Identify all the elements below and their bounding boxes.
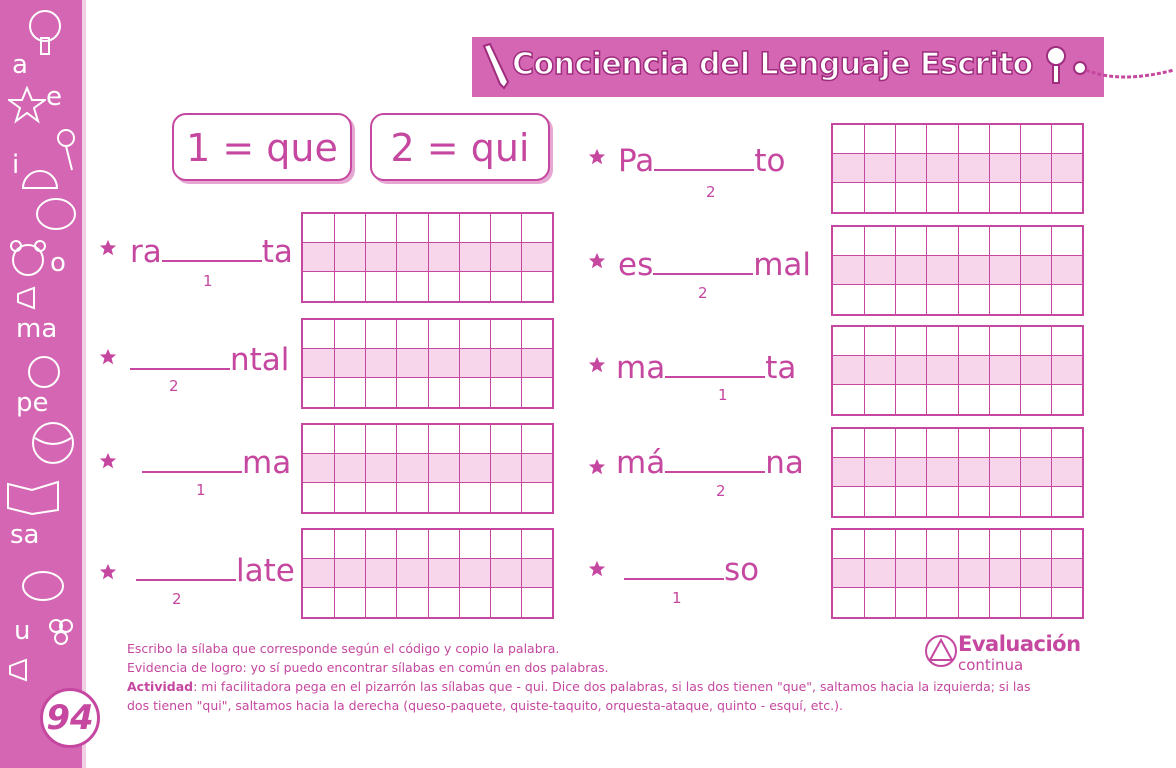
grid-column-line — [989, 530, 990, 617]
book-icon — [4, 472, 62, 516]
star-icon — [588, 148, 606, 166]
activity-text-line-2: dos tienen "qui", saltamos hacia la derecha (queso-paquete, quiste-taquito, orquesta-ataque, quinto - esquí, etc.). — [127, 698, 843, 713]
word-suffix: na — [765, 445, 804, 481]
grid-column-line — [989, 125, 990, 212]
grid-column-line — [334, 425, 335, 512]
grid-column-line — [926, 429, 927, 516]
exercise-word — [618, 245, 811, 283]
exercise-word — [130, 232, 293, 270]
exercise-word — [616, 348, 796, 386]
tree-icon — [20, 8, 70, 58]
grid-column-line — [895, 327, 896, 414]
bear-icon — [8, 238, 48, 278]
grid-column-line — [521, 214, 522, 301]
megaphone-icon — [14, 284, 54, 312]
sidebar-letter: e — [46, 82, 62, 112]
grid-column-line — [958, 227, 959, 314]
grid-column-line — [521, 425, 522, 512]
star-icon — [588, 458, 606, 476]
answer-blank[interactable] — [665, 348, 765, 378]
lollipop-icon — [54, 128, 78, 172]
grid-column-line — [958, 125, 959, 212]
grid-column-line — [989, 227, 990, 314]
grid-column-line — [1020, 327, 1021, 414]
grid-column-line — [490, 214, 491, 301]
grid-column-line — [958, 327, 959, 414]
grid-column-line — [958, 530, 959, 617]
word-prefix: má — [616, 445, 666, 481]
sidebar-letter: pe — [16, 388, 49, 418]
grid-column-line — [864, 530, 865, 617]
sidebar-letter: a — [12, 50, 28, 80]
megaphone-icon — [6, 656, 46, 684]
word-prefix: ma — [616, 350, 666, 386]
sidebar-letter: u — [14, 616, 31, 646]
answer-blank[interactable] — [142, 443, 242, 473]
decorative-sidebar — [0, 0, 86, 768]
activity-label: Actividad — [127, 679, 194, 694]
exercise-word — [142, 443, 291, 481]
grid-column-line — [365, 320, 366, 407]
word-suffix: so — [724, 552, 760, 588]
grid-column-line — [895, 530, 896, 617]
grid-column-line — [428, 425, 429, 512]
grid-column-line — [1051, 327, 1052, 414]
grid-column-line — [490, 530, 491, 617]
sidebar-letter: ma — [16, 314, 58, 344]
star-icon — [99, 239, 117, 257]
writing-grid[interactable] — [301, 528, 554, 619]
exercise-word — [130, 340, 289, 378]
grid-column-line — [1051, 530, 1052, 617]
code-number: 1 — [718, 386, 728, 404]
word-suffix: ta — [765, 350, 797, 386]
writing-grid[interactable] — [831, 123, 1084, 214]
grapes-icon — [46, 612, 76, 658]
grid-column-line — [334, 214, 335, 301]
grid-column-line — [926, 530, 927, 617]
grid-column-line — [396, 425, 397, 512]
word-suffix: mal — [753, 247, 812, 283]
code-box-que: 1 = que — [172, 113, 352, 181]
grid-column-line — [334, 530, 335, 617]
word-suffix: ntal — [230, 342, 290, 378]
answer-blank[interactable] — [624, 550, 724, 580]
magnifier-icon — [1042, 44, 1070, 88]
activity-text-line-1: : mi facilitadora pega en el pizarrón las sílabas que - qui. Dice dos palabras, si las dos tienen "que", saltamos hacia la izquierda; si las — [193, 679, 1031, 694]
grid-column-line — [428, 214, 429, 301]
grid-column-line — [459, 530, 460, 617]
grid-column-line — [864, 227, 865, 314]
sidebar-letter: i — [12, 150, 20, 180]
grid-column-line — [864, 327, 865, 414]
grid-column-line — [1020, 429, 1021, 516]
grid-column-line — [365, 214, 366, 301]
section-title: Conciencia del Lenguaje Escrito — [512, 47, 1033, 82]
writing-grid[interactable] — [301, 212, 554, 303]
grid-column-line — [989, 327, 990, 414]
page-number: 94 — [40, 688, 100, 748]
sidebar-letter: sa — [10, 520, 40, 550]
code-number: 1 — [672, 589, 682, 607]
word-prefix: ra — [130, 234, 162, 270]
writing-grid[interactable] — [831, 225, 1084, 316]
grid-column-line — [490, 320, 491, 407]
grid-column-line — [459, 214, 460, 301]
grid-column-line — [1020, 530, 1021, 617]
grid-column-line — [895, 227, 896, 314]
grid-column-line — [365, 530, 366, 617]
code-number: 1 — [203, 272, 213, 290]
exercise-word — [616, 443, 804, 481]
grid-column-line — [396, 320, 397, 407]
grid-column-line — [864, 125, 865, 212]
logo-title: Evaluación — [958, 632, 1081, 656]
code-number: 2 — [169, 377, 179, 395]
grid-column-line — [926, 327, 927, 414]
grid-column-line — [895, 125, 896, 212]
grid-column-line — [428, 320, 429, 407]
activity-text — [127, 679, 1031, 694]
grid-column-line — [396, 530, 397, 617]
grid-column-line — [926, 227, 927, 314]
exercise-word — [624, 550, 759, 588]
star-icon — [99, 563, 117, 581]
word-suffix: to — [754, 143, 786, 179]
star-icon — [99, 348, 117, 366]
exercise-word — [136, 551, 295, 589]
grid-column-line — [1051, 125, 1052, 212]
grid-column-line — [1020, 125, 1021, 212]
answer-blank[interactable] — [654, 141, 754, 171]
word-suffix: ma — [242, 445, 292, 481]
star-icon — [588, 252, 606, 270]
instruction-text: Escribo la sílaba que corresponde según el código y copio la palabra. — [127, 641, 560, 656]
triangle-logo-icon — [924, 634, 958, 668]
grid-column-line — [895, 429, 896, 516]
grid-column-line — [926, 125, 927, 212]
grid-column-line — [521, 530, 522, 617]
grid-column-line — [864, 429, 865, 516]
grid-column-line — [1020, 227, 1021, 314]
frog-icon — [18, 560, 68, 604]
speech-bubble-icon — [34, 196, 78, 236]
grid-column-line — [459, 320, 460, 407]
evidence-text: Evidencia de logro: yo sí puedo encontrar sílabas en común en dos palabras. — [127, 660, 609, 675]
writing-grid[interactable] — [831, 427, 1084, 518]
word-prefix: es — [618, 247, 654, 283]
grid-column-line — [1051, 227, 1052, 314]
star-icon — [8, 86, 46, 124]
grid-column-line — [396, 214, 397, 301]
star-icon — [588, 560, 606, 578]
grid-column-line — [459, 425, 460, 512]
grid-column-line — [365, 425, 366, 512]
grid-column-line — [521, 320, 522, 407]
code-number: 2 — [698, 284, 708, 302]
star-icon — [588, 356, 606, 374]
word-prefix: Pa — [618, 143, 655, 179]
writing-grid[interactable] — [831, 325, 1084, 416]
apple-icon — [24, 350, 64, 390]
code-number: 2 — [172, 590, 182, 608]
code-number: 2 — [706, 183, 716, 201]
code-number: 2 — [716, 482, 726, 500]
pencil-icon — [478, 42, 514, 90]
grid-column-line — [428, 530, 429, 617]
grid-column-line — [334, 320, 335, 407]
grid-column-line — [989, 429, 990, 516]
code-box-qui: 2 = qui — [370, 113, 550, 181]
answer-blank[interactable] — [136, 551, 236, 581]
word-suffix: ta — [261, 234, 293, 270]
answer-blank[interactable] — [162, 232, 262, 262]
grid-column-line — [1051, 429, 1052, 516]
writing-grid[interactable] — [301, 318, 554, 409]
writing-grid[interactable] — [301, 423, 554, 514]
word-suffix: late — [236, 553, 295, 589]
code-number: 1 — [196, 481, 206, 499]
logo-subtitle: continua — [958, 656, 1024, 674]
grid-column-line — [958, 429, 959, 516]
rope-icon — [1070, 56, 1176, 86]
star-icon — [99, 452, 117, 470]
answer-blank[interactable] — [653, 245, 753, 275]
grid-column-line — [490, 425, 491, 512]
answer-blank[interactable] — [130, 340, 230, 370]
answer-blank[interactable] — [665, 443, 765, 473]
exercise-word — [618, 141, 785, 179]
ball-icon — [30, 420, 76, 466]
writing-grid[interactable] — [831, 528, 1084, 619]
sidebar-letter: o — [50, 248, 66, 278]
